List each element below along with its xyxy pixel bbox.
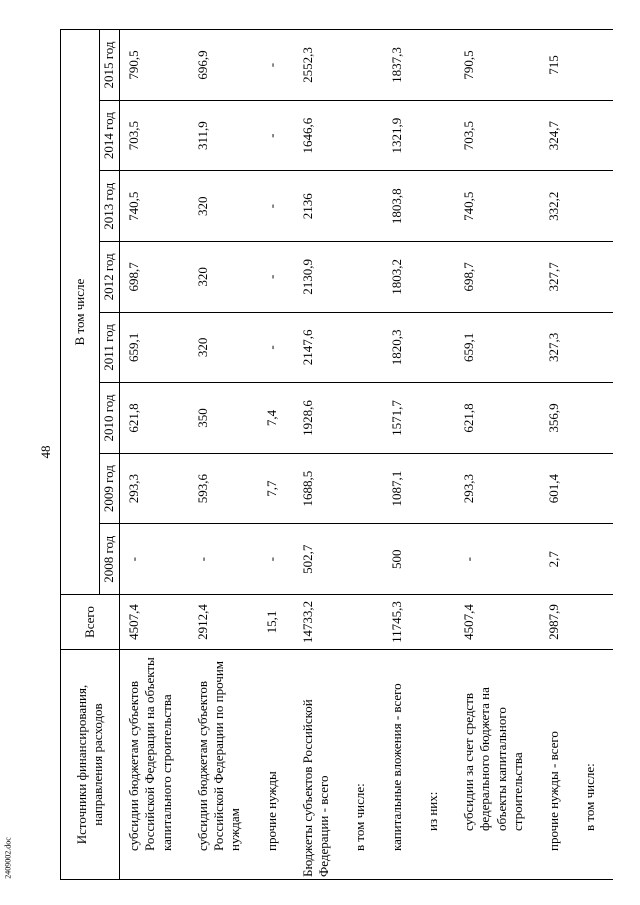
row-value: 698,7 bbox=[120, 242, 189, 313]
row-value bbox=[419, 453, 455, 524]
row-value: 327,3 bbox=[540, 312, 576, 383]
row-value: 696,9 bbox=[189, 30, 258, 101]
row-value: 356,9 bbox=[540, 383, 576, 454]
row-value: 311,9 bbox=[189, 100, 258, 171]
row-total: 14733,2 bbox=[294, 595, 347, 650]
row-value bbox=[419, 100, 455, 171]
row-value: 2147,6 bbox=[294, 312, 347, 383]
table-row bbox=[455, 30, 540, 880]
row-value: - bbox=[258, 312, 294, 383]
header-year: 2011 год bbox=[100, 312, 120, 383]
row-value: 293,3 bbox=[455, 453, 540, 524]
row-value: 324,7 bbox=[540, 100, 576, 171]
row-value: 703,5 bbox=[120, 100, 189, 171]
header-source: Источники финансирования, направления расходов bbox=[61, 650, 120, 880]
row-total bbox=[419, 595, 455, 650]
header-year: 2015 год bbox=[100, 30, 120, 101]
row-value: 659,1 bbox=[455, 312, 540, 383]
row-label: субсидии бюджетам субъектов Российской Федерации на объекты капитального строительства bbox=[120, 650, 189, 880]
table-row bbox=[189, 30, 258, 880]
table-row bbox=[294, 30, 347, 880]
row-value: 703,5 bbox=[455, 100, 540, 171]
row-value bbox=[576, 171, 612, 242]
row-value: 659,1 bbox=[120, 312, 189, 383]
row-value: 2130,9 bbox=[294, 242, 347, 313]
table-row bbox=[383, 30, 419, 880]
row-value bbox=[419, 30, 455, 101]
header-incl: В том числе bbox=[61, 30, 100, 595]
row-value bbox=[576, 453, 612, 524]
row-value: 1803,8 bbox=[383, 171, 419, 242]
row-value: 593,6 bbox=[189, 453, 258, 524]
header-total: Всего bbox=[61, 595, 120, 650]
row-value: 1803,2 bbox=[383, 242, 419, 313]
row-value: 500 bbox=[383, 524, 419, 595]
row-label: капитальные вложения - всего bbox=[383, 650, 419, 880]
row-value bbox=[576, 524, 612, 595]
row-total: 4507,4 bbox=[120, 595, 189, 650]
row-value: 2552,3 bbox=[294, 30, 347, 101]
table-stage bbox=[60, 30, 610, 880]
row-value: 293,3 bbox=[120, 453, 189, 524]
row-value bbox=[346, 100, 382, 171]
row-value bbox=[419, 312, 455, 383]
header-year: 2014 год bbox=[100, 100, 120, 171]
row-value bbox=[576, 312, 612, 383]
table-row bbox=[419, 30, 455, 880]
row-total: 11745,3 bbox=[383, 595, 419, 650]
footer-filename: 2409002.doc bbox=[3, 837, 13, 879]
row-value: 1087,1 bbox=[383, 453, 419, 524]
row-value: - bbox=[258, 242, 294, 313]
row-value bbox=[576, 383, 612, 454]
row-value: 790,5 bbox=[120, 30, 189, 101]
row-label: Бюджеты субъектов Российской Федерации - всего bbox=[294, 650, 347, 880]
row-value bbox=[419, 242, 455, 313]
row-value: - bbox=[120, 524, 189, 595]
row-value bbox=[346, 171, 382, 242]
row-value: 320 bbox=[189, 242, 258, 313]
table-row bbox=[576, 30, 612, 880]
row-value bbox=[346, 453, 382, 524]
row-total: 4507,4 bbox=[455, 595, 540, 650]
row-value: 7,7 bbox=[258, 453, 294, 524]
row-label: прочие нужды bbox=[258, 650, 294, 880]
table-body bbox=[120, 30, 613, 880]
row-value bbox=[346, 524, 382, 595]
header-year: 2010 год bbox=[100, 383, 120, 454]
row-value: 320 bbox=[189, 312, 258, 383]
row-value: - bbox=[258, 30, 294, 101]
row-value: - bbox=[455, 524, 540, 595]
row-value: 698,7 bbox=[455, 242, 540, 313]
row-value bbox=[346, 383, 382, 454]
row-label: из них: bbox=[419, 650, 455, 880]
row-value: 601,4 bbox=[540, 453, 576, 524]
row-total: 2987,9 bbox=[540, 595, 576, 650]
row-value: 350 bbox=[189, 383, 258, 454]
row-value: 621,8 bbox=[455, 383, 540, 454]
header-year: 2012 год bbox=[100, 242, 120, 313]
row-value: 2,7 bbox=[540, 524, 576, 595]
row-value bbox=[346, 30, 382, 101]
row-label: субсидии бюджетам субъектов Российской Федерации по прочим нуждам bbox=[189, 650, 258, 880]
header-year: 2008 год bbox=[100, 524, 120, 595]
row-label: прочие нужды - всего bbox=[540, 650, 576, 880]
budget-table bbox=[60, 29, 613, 880]
row-value: - bbox=[258, 100, 294, 171]
row-value: 1820,3 bbox=[383, 312, 419, 383]
row-value: 1688,5 bbox=[294, 453, 347, 524]
row-value bbox=[576, 242, 612, 313]
row-value bbox=[419, 524, 455, 595]
row-total: 2912,4 bbox=[189, 595, 258, 650]
row-value: 715 bbox=[540, 30, 576, 101]
page-number: 48 bbox=[38, 445, 53, 459]
row-value: 740,5 bbox=[120, 171, 189, 242]
row-label: в том числе: bbox=[346, 650, 382, 880]
row-value bbox=[346, 312, 382, 383]
row-total: 15,1 bbox=[258, 595, 294, 650]
table-row bbox=[346, 30, 382, 880]
row-value: 1646,6 bbox=[294, 100, 347, 171]
row-value: 1321,9 bbox=[383, 100, 419, 171]
row-value: 790,5 bbox=[455, 30, 540, 101]
row-value: 740,5 bbox=[455, 171, 540, 242]
row-total bbox=[346, 595, 382, 650]
row-value bbox=[576, 100, 612, 171]
row-value bbox=[576, 30, 612, 101]
row-total bbox=[576, 595, 612, 650]
row-value: - bbox=[258, 171, 294, 242]
row-value: 332,2 bbox=[540, 171, 576, 242]
row-label: в том числе: bbox=[576, 650, 612, 880]
row-value: 2136 bbox=[294, 171, 347, 242]
row-label: субсидии за счет средств федерального бюджета на объекты капитального строительства bbox=[455, 650, 540, 880]
row-value bbox=[419, 171, 455, 242]
row-value: 502,7 bbox=[294, 524, 347, 595]
row-value: 1571,7 bbox=[383, 383, 419, 454]
table-row bbox=[540, 30, 576, 880]
header-year: 2009 год bbox=[100, 453, 120, 524]
row-value: 327,7 bbox=[540, 242, 576, 313]
header-year: 2013 год bbox=[100, 171, 120, 242]
table-row bbox=[120, 30, 189, 880]
row-value: 621,8 bbox=[120, 383, 189, 454]
row-value: - bbox=[189, 524, 258, 595]
row-value: 1928,6 bbox=[294, 383, 347, 454]
row-value: - bbox=[258, 524, 294, 595]
row-value: 1837,3 bbox=[383, 30, 419, 101]
row-value bbox=[419, 383, 455, 454]
table-row bbox=[258, 30, 294, 880]
row-value bbox=[346, 242, 382, 313]
rotated-table-wrapper bbox=[60, 30, 610, 880]
row-value: 7,4 bbox=[258, 383, 294, 454]
row-value: 320 bbox=[189, 171, 258, 242]
